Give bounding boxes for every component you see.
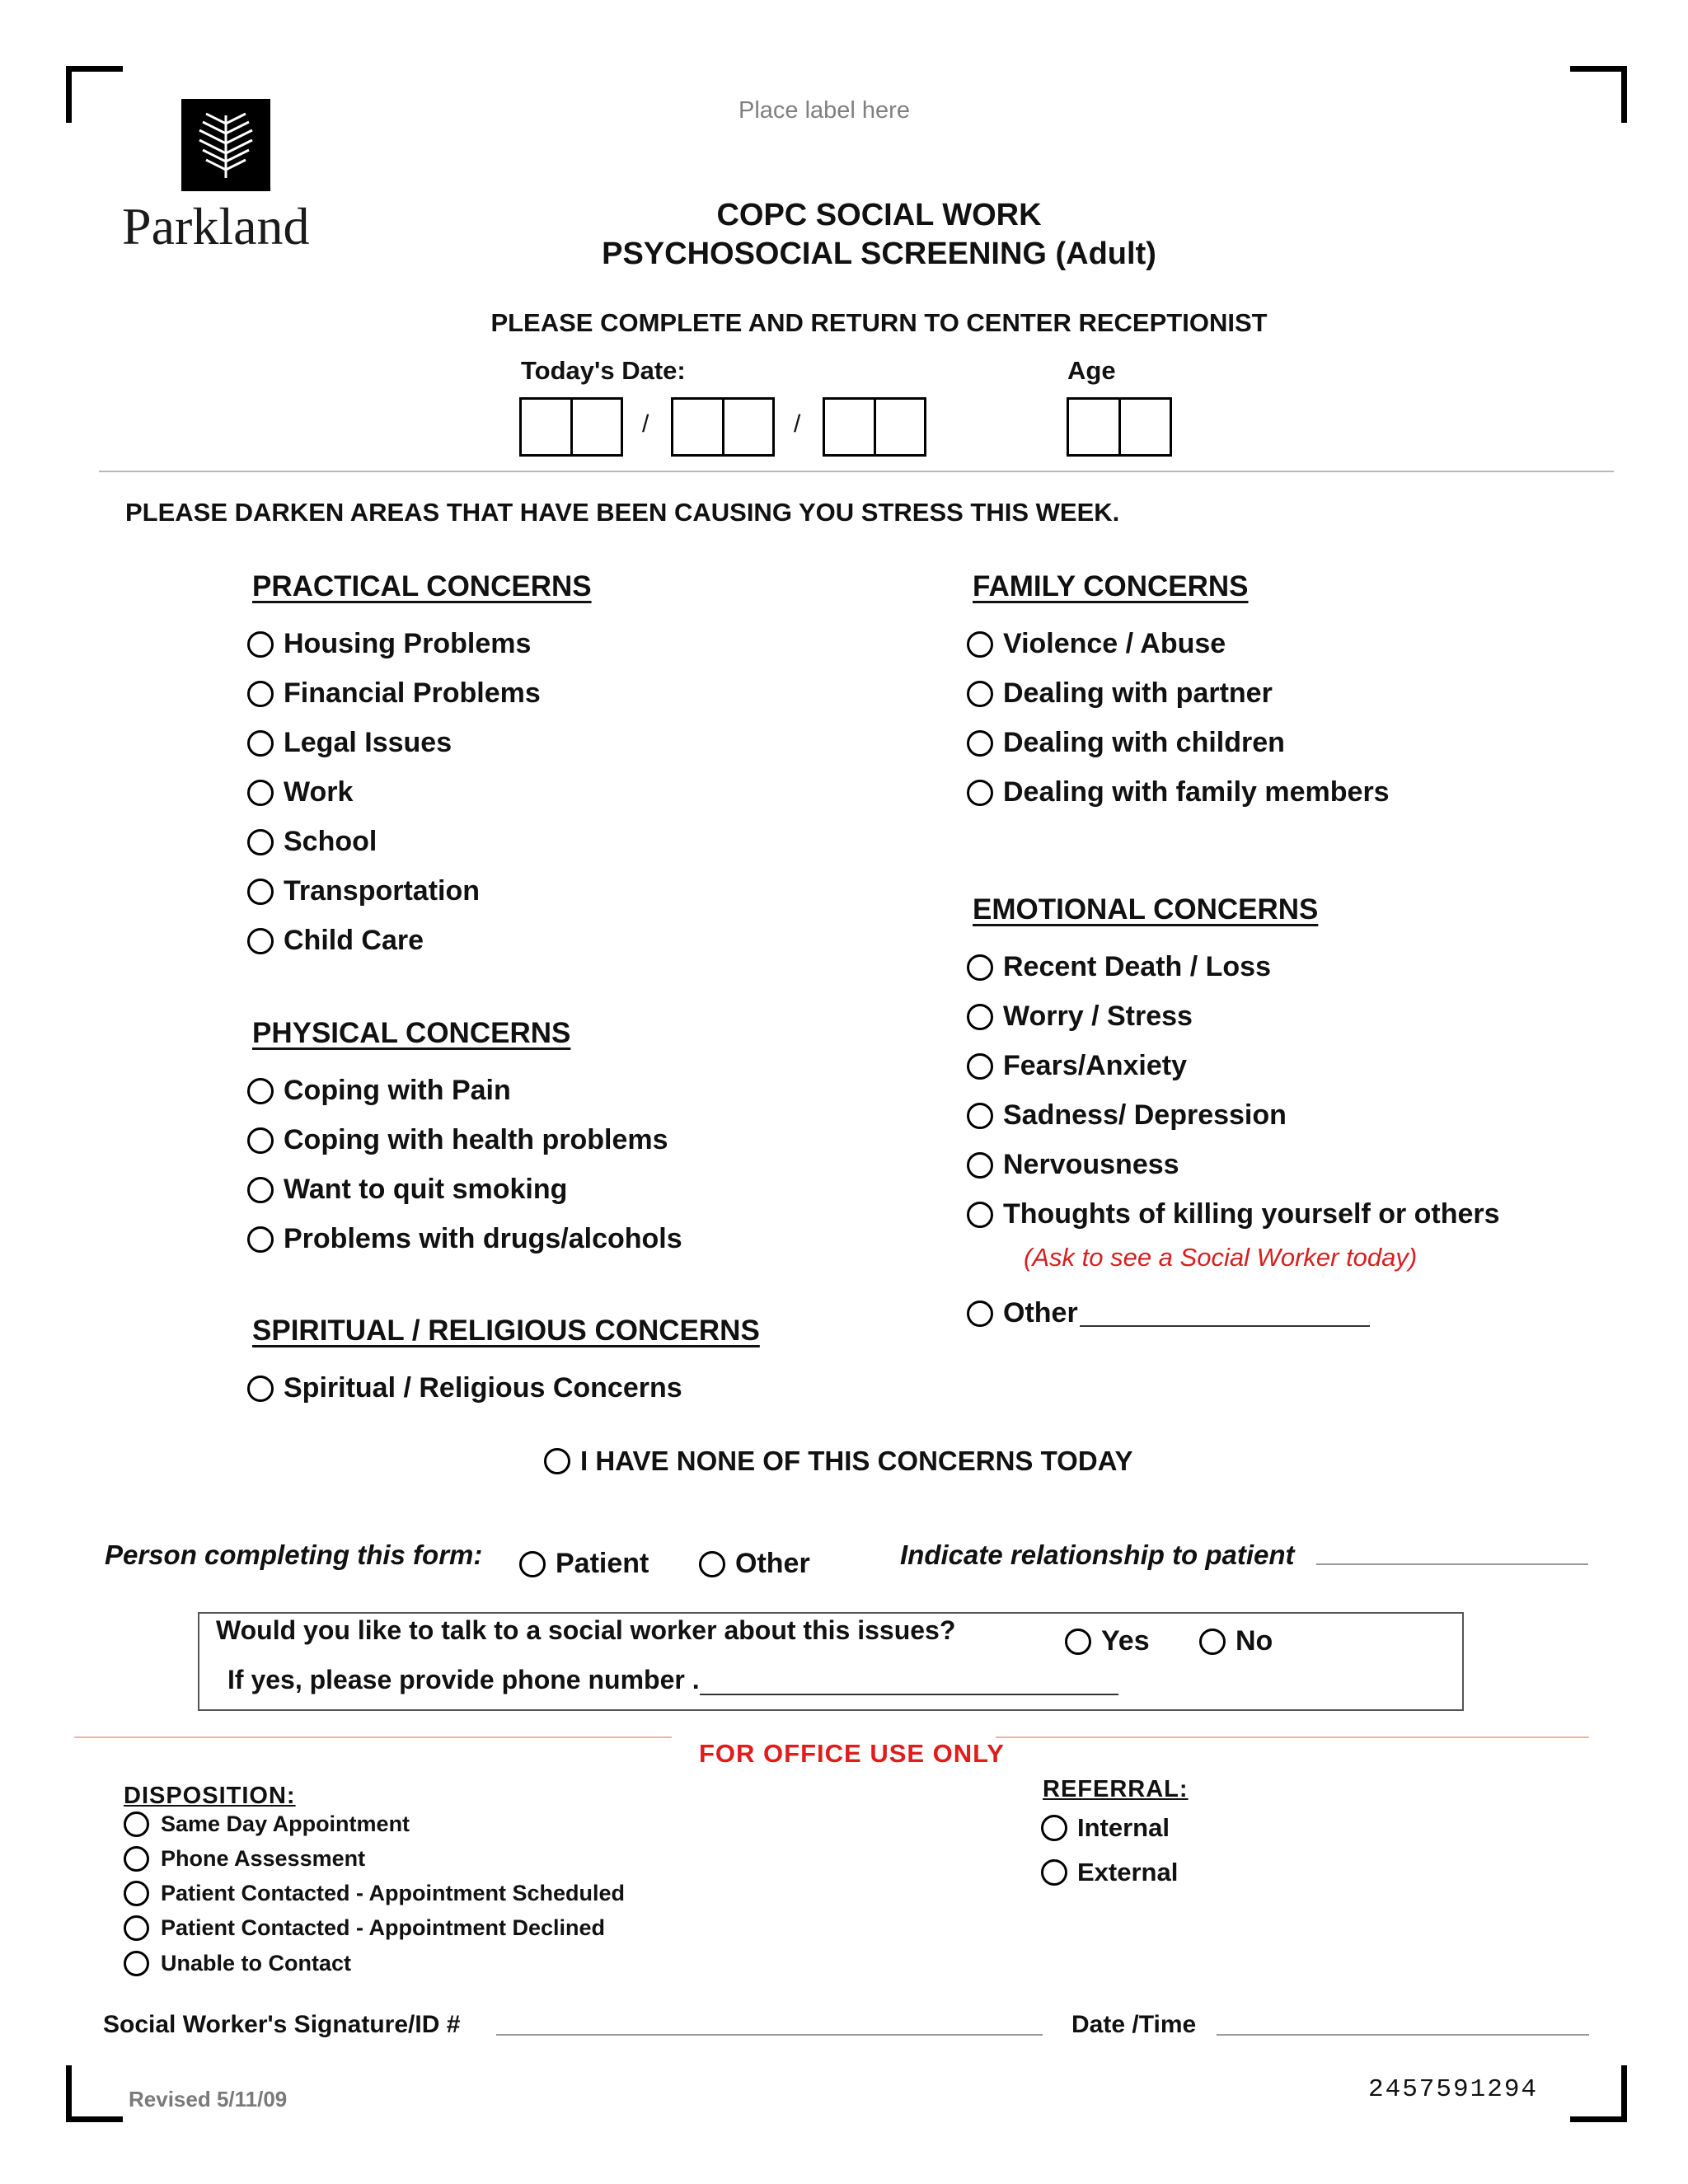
radio-circle-icon bbox=[1041, 1859, 1067, 1886]
spiritual-concerns-heading: SPIRITUAL / RELIGIOUS CONCERNS bbox=[252, 1315, 760, 1347]
radio-circle-icon bbox=[699, 1551, 725, 1577]
option-worry-stress[interactable]: Worry / Stress bbox=[967, 1001, 1193, 1033]
social-worker-note: (Ask to see a Social Worker today) bbox=[1024, 1243, 1418, 1272]
relationship-label: Indicate relationship to patient bbox=[900, 1540, 1295, 1570]
family-concerns-heading: FAMILY CONCERNS bbox=[973, 570, 1249, 602]
disposition-heading: DISPOSITION: bbox=[124, 1783, 296, 1809]
physical-concerns-heading: PHYSICAL CONCERNS bbox=[252, 1017, 571, 1049]
radio-circle-icon bbox=[1065, 1629, 1091, 1655]
radio-circle-icon bbox=[247, 681, 274, 707]
option-legal-issues[interactable]: Legal Issues bbox=[247, 727, 452, 759]
radio-circle-icon bbox=[967, 1103, 993, 1129]
date-separator: / bbox=[794, 410, 801, 438]
option-thoughts-of-killing[interactable]: Thoughts of killing yourself or others bbox=[967, 1198, 1500, 1230]
parkland-logo-icon bbox=[181, 99, 270, 191]
option-housing-problems[interactable]: Housing Problems bbox=[247, 628, 531, 660]
age-field[interactable] bbox=[1067, 397, 1172, 457]
option-school[interactable]: School bbox=[247, 826, 377, 858]
date-separator: / bbox=[642, 410, 649, 438]
person-completing-label: Person completing this form: bbox=[105, 1540, 483, 1570]
return-instruction: PLEASE COMPLETE AND RETURN TO CENTER RECEPTIONIST bbox=[490, 308, 1268, 337]
signature-label: Social Worker's Signature/ID # bbox=[103, 2011, 461, 2038]
radio-circle-icon bbox=[967, 1152, 993, 1179]
option-spiritual-religious[interactable]: Spiritual / Religious Concerns bbox=[247, 1372, 682, 1404]
relationship-line[interactable] bbox=[1316, 1563, 1588, 1565]
radio-circle-icon bbox=[247, 1177, 274, 1203]
revised-date: Revised 5/11/09 bbox=[129, 2087, 288, 2111]
radio-circle-icon bbox=[247, 1376, 274, 1402]
option-dealing-with-partner[interactable]: Dealing with partner bbox=[967, 677, 1273, 710]
crop-mark-bottom-right bbox=[1570, 2065, 1627, 2122]
disposition-phone-assessment[interactable]: Phone Assessment bbox=[124, 1846, 365, 1872]
radio-circle-icon bbox=[247, 879, 274, 905]
form-title-line2: PSYCHOSOCIAL SCREENING (Adult) bbox=[602, 237, 1156, 271]
age-label: Age bbox=[1067, 356, 1116, 385]
option-dealing-with-family-members[interactable]: Dealing with family members bbox=[967, 776, 1390, 808]
option-quit-smoking[interactable]: Want to quit smoking bbox=[247, 1174, 567, 1206]
phone-prompt: If yes, please provide phone number . bbox=[227, 1665, 1118, 1695]
phone-number-line[interactable] bbox=[700, 1669, 1118, 1695]
option-other-person[interactable]: Other bbox=[699, 1548, 810, 1580]
radio-circle-icon bbox=[124, 1881, 149, 1906]
option-work[interactable]: Work bbox=[247, 776, 353, 808]
radio-circle-icon bbox=[247, 1127, 274, 1154]
option-nervousness[interactable]: Nervousness bbox=[967, 1149, 1179, 1181]
option-patient[interactable]: Patient bbox=[519, 1548, 649, 1580]
form-title-line1: COPC SOCIAL WORK bbox=[716, 198, 1042, 232]
date-year-field[interactable] bbox=[823, 397, 926, 457]
radio-circle-icon bbox=[247, 780, 274, 806]
option-other-concern[interactable]: Other bbox=[967, 1297, 1370, 1329]
option-coping-with-pain[interactable]: Coping with Pain bbox=[247, 1075, 511, 1107]
date-day-field[interactable] bbox=[671, 397, 775, 457]
label-placeholder: Place label here bbox=[738, 97, 910, 124]
radio-circle-icon bbox=[967, 780, 993, 806]
option-sadness-depression[interactable]: Sadness/ Depression bbox=[967, 1099, 1287, 1132]
document-id: 2457591294 bbox=[1368, 2075, 1539, 2104]
crop-mark-bottom-left bbox=[66, 2065, 123, 2122]
office-use-heading: FOR OFFICE USE ONLY bbox=[699, 1739, 1005, 1768]
logo-wordmark: Parkland bbox=[122, 197, 310, 255]
stress-prompt: PLEASE DARKEN AREAS THAT HAVE BEEN CAUSING YOU STRESS THIS WEEK. bbox=[125, 498, 1120, 527]
date-month-field[interactable] bbox=[519, 397, 623, 457]
radio-circle-icon bbox=[967, 1301, 993, 1327]
signature-line[interactable] bbox=[496, 2034, 1043, 2036]
disposition-unable-to-contact[interactable]: Unable to Contact bbox=[124, 1951, 351, 1976]
emotional-concerns-heading: EMOTIONAL CONCERNS bbox=[973, 893, 1319, 926]
talk-question: Would you like to talk to a social worker about this issues? bbox=[216, 1615, 956, 1645]
radio-circle-icon bbox=[124, 1811, 149, 1837]
radio-circle-icon bbox=[124, 1846, 149, 1872]
radio-circle-icon bbox=[1199, 1629, 1226, 1655]
radio-circle-icon bbox=[247, 631, 274, 658]
option-no[interactable]: No bbox=[1199, 1625, 1273, 1657]
radio-circle-icon bbox=[967, 1004, 993, 1030]
option-recent-death-loss[interactable]: Recent Death / Loss bbox=[967, 951, 1271, 983]
radio-circle-icon bbox=[124, 1951, 149, 1976]
office-divider-right bbox=[996, 1736, 1589, 1738]
datetime-label: Date /Time bbox=[1071, 2011, 1197, 2038]
radio-circle-icon bbox=[247, 1078, 274, 1104]
option-violence-abuse[interactable]: Violence / Abuse bbox=[967, 628, 1226, 660]
disposition-appointment-declined[interactable]: Patient Contacted - Appointment Declined bbox=[124, 1915, 605, 1941]
radio-circle-icon bbox=[1041, 1815, 1067, 1841]
date-label: Today's Date: bbox=[521, 356, 686, 385]
referral-internal[interactable]: Internal bbox=[1041, 1813, 1170, 1843]
option-dealing-with-children[interactable]: Dealing with children bbox=[967, 727, 1285, 759]
disposition-appointment-scheduled[interactable]: Patient Contacted - Appointment Scheduled bbox=[124, 1881, 625, 1906]
office-divider-left bbox=[74, 1736, 672, 1738]
radio-circle-icon bbox=[967, 730, 993, 757]
radio-circle-icon bbox=[247, 730, 274, 757]
other-concern-line[interactable] bbox=[1080, 1301, 1370, 1327]
radio-circle-icon bbox=[124, 1915, 149, 1941]
option-fears-anxiety[interactable]: Fears/Anxiety bbox=[967, 1050, 1187, 1082]
radio-circle-icon bbox=[247, 829, 274, 855]
radio-circle-icon bbox=[967, 1202, 993, 1228]
option-drugs-alcohols[interactable]: Problems with drugs/alcohols bbox=[247, 1223, 682, 1255]
radio-circle-icon bbox=[247, 928, 274, 954]
divider bbox=[99, 471, 1614, 472]
referral-heading: REFERRAL: bbox=[1043, 1776, 1189, 1802]
datetime-line[interactable] bbox=[1217, 2034, 1589, 2036]
radio-circle-icon bbox=[544, 1448, 570, 1474]
radio-circle-icon bbox=[967, 631, 993, 658]
option-yes[interactable]: Yes bbox=[1065, 1625, 1150, 1657]
disposition-same-day[interactable]: Same Day Appointment bbox=[124, 1811, 410, 1837]
option-none-today[interactable]: I HAVE NONE OF THIS CONCERNS TODAY bbox=[544, 1446, 1132, 1477]
option-transportation[interactable]: Transportation bbox=[247, 875, 480, 907]
radio-circle-icon bbox=[967, 1053, 993, 1080]
radio-circle-icon bbox=[967, 954, 993, 981]
radio-circle-icon bbox=[519, 1551, 546, 1577]
referral-external[interactable]: External bbox=[1041, 1858, 1178, 1887]
option-coping-with-health-problems[interactable]: Coping with health problems bbox=[247, 1124, 668, 1156]
radio-circle-icon bbox=[247, 1226, 274, 1253]
option-child-care[interactable]: Child Care bbox=[247, 925, 424, 957]
practical-concerns-heading: PRACTICAL CONCERNS bbox=[252, 570, 592, 602]
radio-circle-icon bbox=[967, 681, 993, 707]
option-financial-problems[interactable]: Financial Problems bbox=[247, 677, 541, 710]
